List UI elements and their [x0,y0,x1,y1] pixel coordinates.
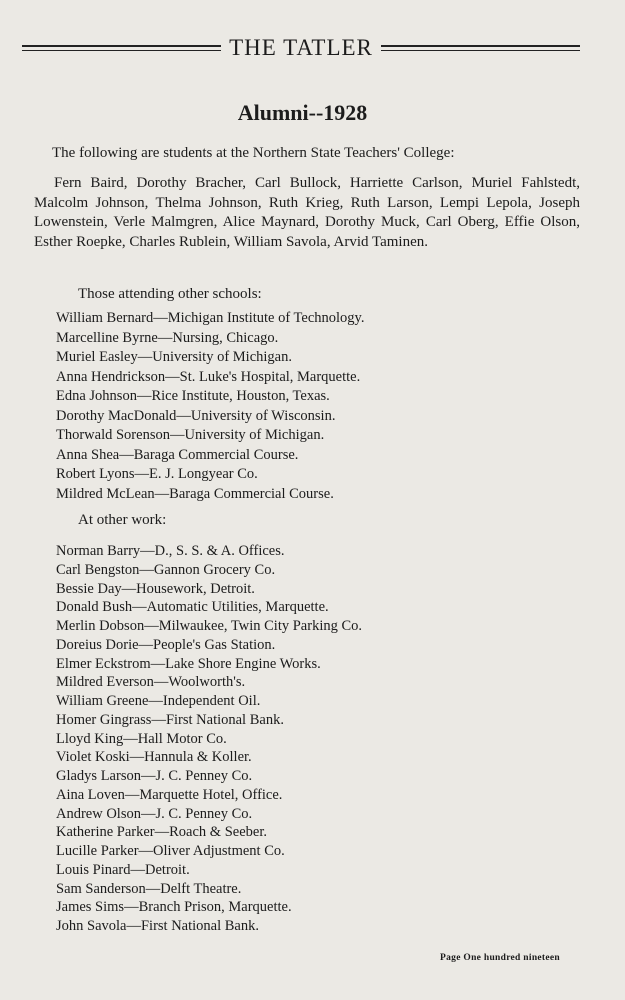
list-item: William Bernard—Michigan Institute of Technology. [56,310,365,326]
list-item: Gladys Larson—J. C. Penney Co. [56,768,253,784]
list-item: Louis Pinard—Detroit. [56,861,190,878]
list-item: John Savola—First National Bank. [56,918,259,934]
list-item: Lloyd King—Hall Motor Co. [56,730,227,747]
list-item: Donald Bush—Automatic Utilities, Marquette. [56,599,329,616]
list-item: Carl Bengston—Gannon Grocery Co. [56,561,276,578]
list-item: Robert Lyons—E. J. Longyear Co. [56,466,258,482]
page-number: Page One hundred nineteen [440,953,561,963]
list-item: Anna Shea—Baraga Commercial Course. [56,446,299,463]
list-item: Muriel Easley—University of Michigan. [56,349,292,365]
other-schools-heading: Those attending other schools: [78,286,262,302]
list-item: Mildred Everson—Woolworth's. [56,674,246,691]
students-paragraph: Fern Baird, Dorothy Bracher, Carl Bullock, Harriette Carlson, Muriel Fahlstedt, Malcolm Johnson, Thelma Johnson, Ruth Krieg, Ruth Larson, Lempi Lepola, Joseph Lowenstein, Verle Malmgren, Alice Maynard, Dorothy Muck, Carl Oberg, Effie Olson, Esther Roepke, Charles Rublein, William Savola, Arvid Taminen. [34,175,580,251]
list-item: Lucille Parker—Oliver Adjustment Co. [56,843,285,859]
list-item: Marcelline Byrne—Nursing, Chicago. [56,329,279,346]
section-heading: Alumni--1928 [237,100,368,125]
list-item: Elmer Eckstrom—Lake Shore Engine Works. [56,655,321,672]
other-work-heading: At other work: [78,512,167,528]
list-item: Anna Hendrickson—St. Luke's Hospital, Marquette. [56,368,361,385]
list-item: William Greene—Independent Oil. [56,693,261,709]
masthead-title: THE TATLER [229,35,373,60]
masthead [22,34,580,62]
list-item: Mildred McLean—Baraga Commercial Course. [56,485,334,502]
list-item: Sam Sanderson—Delft Theatre. [56,880,242,897]
list-item: Aina Loven—Marquette Hotel, Office. [56,786,283,803]
other-work-list [56,542,362,936]
list-item: Norman Barry—D., S. S. & A. Offices. [56,543,285,559]
list-item: Homer Gingrass—First National Bank. [56,711,284,728]
intro-text: The following are students at the Northern State Teachers' College: [52,145,455,161]
list-item: Dorothy MacDonald—University of Wisconsin. [56,407,336,424]
masthead-rule-right [381,45,580,51]
masthead-rule-left [22,45,221,51]
list-item: Doreius Dorie—People's Gas Station. [56,636,276,653]
list-item: Merlin Dobson—Milwaukee, Twin City Parking Co. [56,618,363,634]
list-item: Bessie Day—Housework, Detroit. [56,580,255,597]
list-item: Edna Johnson—Rice Institute, Houston, Texas. [56,388,330,404]
list-item: Thorwald Sorenson—University of Michigan. [56,427,325,443]
list-item: James Sims—Branch Prison, Marquette. [56,899,292,916]
list-item: Andrew Olson—J. C. Penney Co. [56,805,253,822]
list-item: Violet Koski—Hannula & Koller. [56,749,252,766]
list-item: Katherine Parker—Roach & Seeber. [56,824,267,841]
other-schools-list [56,309,364,504]
